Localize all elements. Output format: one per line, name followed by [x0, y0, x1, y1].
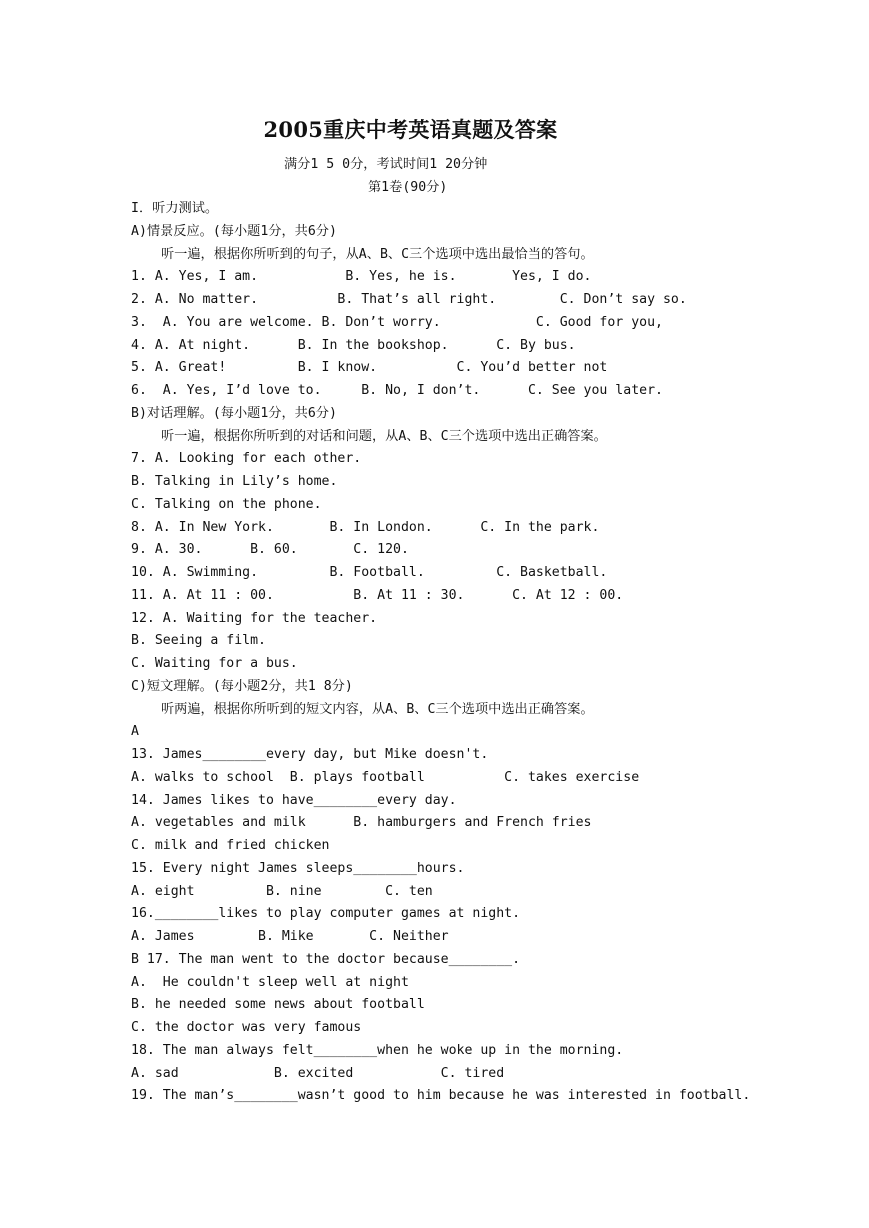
question-list	[131, 198, 851, 1108]
text-line: C. the doctor was very famous	[131, 1020, 362, 1035]
text-line: 3. A. You are welcome. B. Don’t worry. C. Good for you,	[131, 314, 663, 330]
text-line: B. Talking in Lily’s home.	[131, 474, 338, 489]
volume-heading: 第1卷(90分)	[368, 180, 448, 195]
text-line: 19. The man’s________wasn’t good to him because he was interested in football.	[131, 1088, 751, 1104]
text-line: 9. A. 30. B. 60. C. 120.	[131, 542, 409, 558]
text-line: C. Waiting for a bus.	[131, 656, 298, 671]
text-line: A. He couldn't sleep well at night	[131, 974, 409, 990]
instruction-line: 听两遍，根据你所听到的短文内容，从A、B、C三个选项中选出正确答案。	[161, 701, 594, 717]
text-line: B. he needed some news about football	[131, 997, 425, 1013]
text-line: C. milk and fried chicken	[131, 838, 330, 853]
text-line: 12. A. Waiting for the teacher.	[131, 610, 378, 626]
page-title: 2005重庆中考英语真题及答案	[263, 117, 558, 142]
text-line: 15. Every night James sleeps________hours.	[131, 860, 465, 876]
text-line: 11. A. At 11 : 00. B. At 11 : 30. C. At 12 : 00.	[131, 587, 624, 603]
text-line: 13. James________every day, but Mike doesn't.	[131, 747, 489, 762]
exam-info: 满分1 5 0分，考试时间1 20分钟	[284, 157, 488, 172]
text-line: B 17. The man went to the doctor because________.	[131, 951, 521, 967]
text-line: 1. A. Yes, I am. B. Yes, he is. Yes, I do.	[131, 269, 592, 285]
text-line: 8. A. In New York. B. In London. C. In the park.	[131, 519, 600, 535]
text-line: 4. A. At night. B. In the bookshop. C. By bus.	[131, 337, 576, 353]
text-line: A. James B. Mike C. Neither	[131, 929, 449, 944]
text-line: A. eight B. nine C. ten	[131, 883, 433, 899]
text-line: 5. A. Great! B. I know. C. You’d better not	[131, 360, 608, 376]
text-line: 7. A. Looking for each other.	[131, 451, 362, 467]
text-line: I．听力测试。	[131, 201, 219, 216]
text-line: B. Seeing a film.	[131, 633, 266, 649]
text-line: 18. The man always felt________when he woke up in the morning.	[131, 1042, 624, 1058]
text-line: 14. James likes to have________every day.	[131, 792, 457, 808]
text-line: 6. A. Yes, I’d love to. B. No, I don’t. C. See you later.	[131, 383, 663, 398]
text-line: A	[131, 724, 139, 740]
text-line: C)短文理解。(每小题2分，共1 8分)	[131, 678, 353, 694]
instruction-line: 听一遍，根据你所听到的句子，从A、B、C三个选项中选出最恰当的答句。	[161, 246, 594, 262]
text-line: 16.________likes to play computer games at night.	[131, 906, 521, 922]
text-line: 2. A. No matter. B. That’s all right. C. Don’t say so.	[131, 292, 687, 307]
text-line: A. vegetables and milk B. hamburgers and French fries	[131, 815, 592, 831]
text-line: A)情景反应。(每小题1分，共6分)	[131, 223, 337, 239]
text-line: C. Talking on the phone.	[131, 496, 322, 512]
text-line: A. walks to school B. plays football C. takes exercise	[131, 769, 640, 785]
instruction-line: 听一遍，根据你所听到的对话和问题，从A、B、C三个选项中选出正确答案。	[161, 428, 607, 444]
text-line: B)对话理解。(每小题1分，共6分)	[131, 405, 337, 421]
text-line: A. sad B. excited C. tired	[131, 1065, 505, 1081]
text-line: 10. A. Swimming. B. Football. C. Basketball.	[131, 565, 608, 580]
